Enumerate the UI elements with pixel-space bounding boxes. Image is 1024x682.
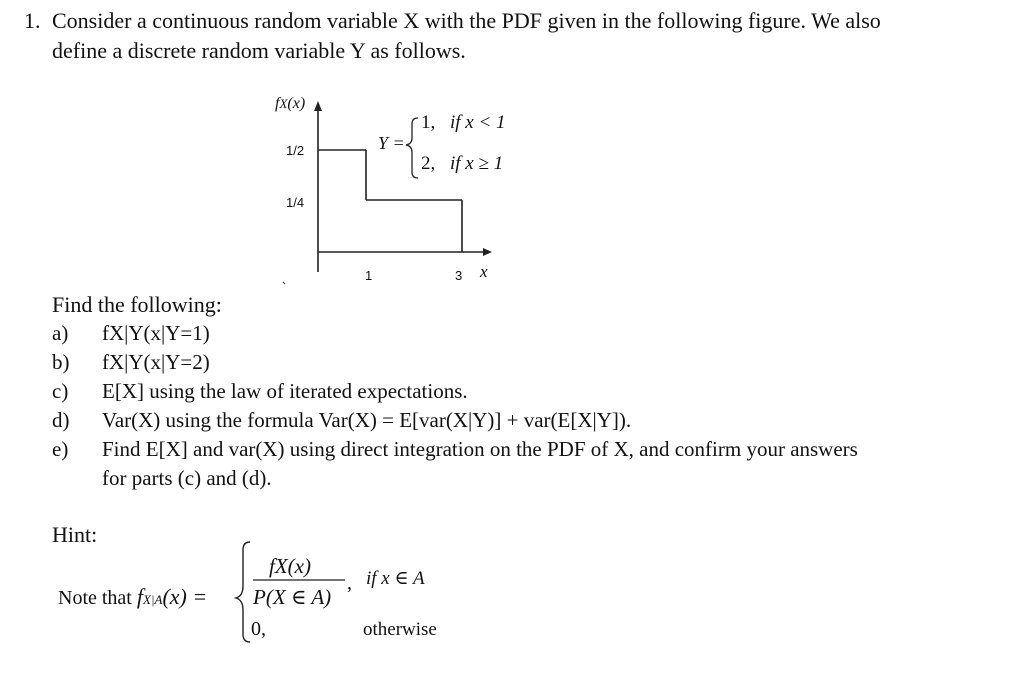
hint-denominator: P(X ∈ A): [253, 585, 332, 609]
find-item-letter: e): [52, 437, 69, 461]
problem-line-1: Consider a continuous random variable X with the PDF given in the following figure. We also: [52, 8, 881, 33]
x-axis-label: x: [480, 262, 488, 281]
hint-lhs-f: f: [136, 584, 143, 609]
hint-lhs-sub: X|A: [143, 592, 163, 607]
problem-line-2: define a discrete random variable Y as follows.: [52, 38, 466, 63]
find-item-text: Find E[X] and var(X) using direct integration on the PDF of X, and confirm your answers: [102, 437, 858, 461]
hint-comma: ,: [347, 572, 352, 594]
definition-case-1-cond: if x < 1: [450, 112, 506, 133]
tick-label-half: 1/2: [286, 143, 305, 158]
find-item-letter: b): [52, 350, 70, 374]
find-item-text: for parts (c) and (d).: [102, 466, 272, 490]
find-item-text: E[X] using the law of iterated expectations.: [102, 379, 468, 403]
find-heading: Find the following:: [52, 292, 222, 317]
find-item-letter: d): [52, 408, 70, 432]
y-axis-label-arg: (x): [287, 95, 306, 112]
tick-label-quarter: 1/4: [286, 195, 305, 210]
hint-numerator: fX(x): [269, 554, 311, 578]
find-item-letter: c): [52, 379, 69, 403]
hint-prefix: Note that: [58, 587, 132, 609]
find-item-letter: a): [52, 321, 69, 345]
hint-case-2-cond: otherwise: [363, 619, 437, 640]
tick-label-x1: 1: [365, 268, 373, 283]
hint-case-2-value: 0,: [251, 618, 266, 640]
definition-case-2-cond: if x ≥ 1: [450, 153, 504, 174]
problem-number: 1.: [24, 8, 41, 33]
hint-brace: [236, 542, 250, 642]
find-item-text: fX|Y(x|Y=1): [102, 321, 210, 345]
hint-case-1-cond: if x ∈ A: [366, 568, 425, 589]
find-item-text: Var(X) using the formula Var(X) = E[var(X|Y)] + var(E[X|Y]).: [102, 408, 632, 432]
tick-label-x3: 3: [455, 268, 463, 283]
y-axis-label-sub: X: [279, 96, 288, 111]
find-item-text: fX|Y(x|Y=2): [102, 350, 210, 374]
definition-case-1-value: 1,: [421, 112, 436, 133]
hint-lhs-arg: (x) =: [162, 584, 208, 609]
definition-case-2-value: 2,: [421, 153, 436, 174]
y-axis-label-f: f: [275, 95, 280, 112]
definition-lhs: Y =: [378, 133, 405, 153]
hint-heading: Hint:: [52, 522, 98, 547]
